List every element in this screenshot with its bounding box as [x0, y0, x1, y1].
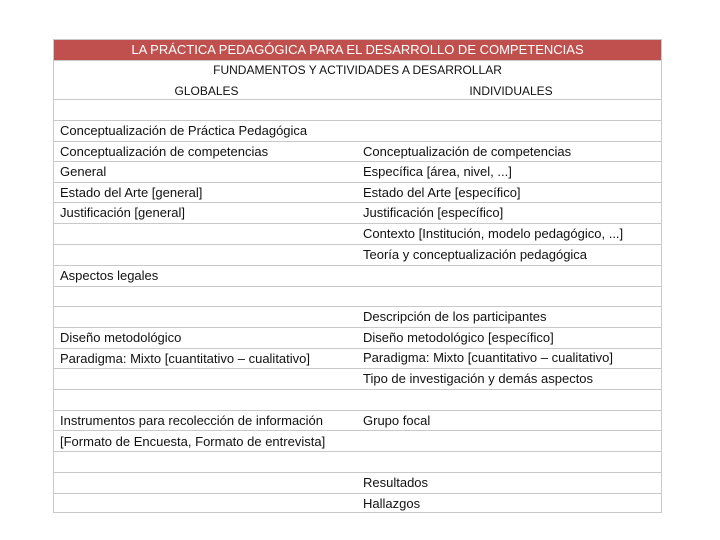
individual-conceptual-list	[363, 142, 623, 266]
list-item: Paradigma: Mixto [cuantitativo – cualitativo]	[60, 350, 311, 366]
list-item: Grupo focal	[363, 413, 431, 428]
list-item: Diseño metodológico	[60, 330, 182, 345]
list-item: Específica [área, nivel, ...]	[363, 164, 512, 180]
row-divider	[54, 99, 661, 100]
row-divider	[54, 472, 661, 473]
list-item: Resultados	[363, 475, 429, 490]
individual-methodology-list	[363, 307, 613, 389]
list-item: Diseño metodológico [específico]	[363, 329, 554, 345]
individual-instruments-list	[363, 411, 430, 432]
list-item: Aspectos legales	[60, 267, 159, 283]
row-divider	[54, 493, 661, 494]
list-item: Contexto [Institución, modelo pedagógico, ...]	[363, 225, 624, 241]
list-item: Instrumentos para recolección de información	[60, 413, 324, 428]
table-title: LA PRÁCTICA PEDAGÓGICA PARA EL DESARROLLO DE COMPETENCIAS	[54, 40, 661, 60]
list-item: Conceptualización de competencias	[363, 143, 572, 159]
global-instruments-list	[60, 411, 325, 452]
list-item: Estado del Arte [general]	[60, 184, 203, 200]
global-legal-list	[60, 266, 158, 287]
individual-results-list	[363, 473, 428, 514]
list-item: General	[60, 164, 107, 180]
list-item: Tipo de investigación y demás aspectos	[363, 370, 594, 386]
list-item: [Formato de Encuesta, Formato de entrevista]	[60, 433, 326, 449]
list-item: Descripción de los participantes	[363, 309, 547, 324]
list-item: Paradigma: Mixto [cuantitativo – cualitativo]	[363, 350, 614, 366]
list-item: Justificación [general]	[60, 205, 186, 221]
list-item: Conceptualización de Práctica Pedagógica	[60, 123, 308, 138]
list-item: Conceptualización de competencias	[60, 143, 269, 159]
column-header-individual: INDIVIDUALES	[469, 84, 553, 98]
list-item: Justificación [específico]	[363, 205, 504, 221]
list-item: Hallazgos	[363, 495, 421, 511]
list-item: Estado del Arte [específico]	[363, 184, 521, 200]
global-conceptual-list	[60, 121, 307, 224]
global-methodology-list	[60, 328, 310, 369]
competencies-table	[53, 39, 662, 513]
table-subtitle: FUNDAMENTOS Y ACTIVIDADES A DESARROLLAR	[213, 63, 502, 77]
column-header-global: GLOBALES	[174, 84, 239, 98]
list-item: Teoría y conceptualización pedagógica	[363, 246, 588, 262]
